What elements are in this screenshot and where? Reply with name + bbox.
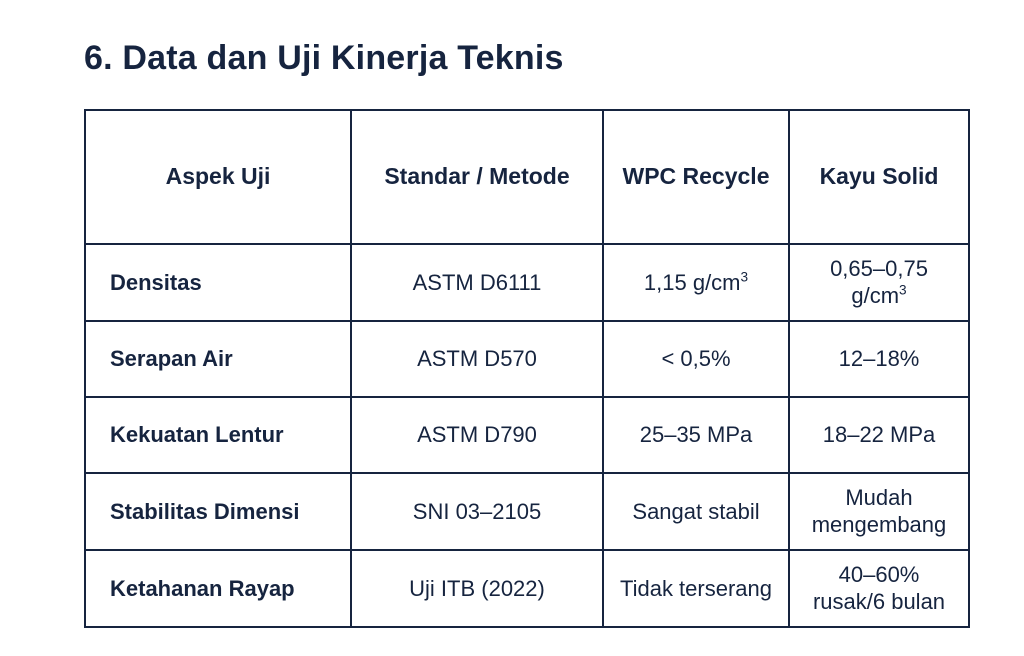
cell-wpc-text: Tidak terserang — [619, 575, 773, 601]
cell-wpc — [603, 321, 789, 397]
column-header-aspek-uji: Aspek Uji — [85, 110, 351, 244]
cell-wpc — [603, 550, 789, 627]
cell-kayu — [789, 397, 969, 473]
table-body — [85, 244, 969, 627]
column-header-standar-metode: Standar / Metode — [351, 110, 603, 244]
cell-aspek: Stabilitas Dimensi — [85, 473, 351, 550]
column-header-wpc-recycle: WPC Recycle — [603, 110, 789, 244]
cell-kayu-text: 18–22 MPa — [822, 422, 936, 448]
table-header — [85, 110, 969, 244]
cell-wpc — [603, 397, 789, 473]
cell-standar: ASTM D570 — [351, 321, 603, 397]
cell-aspek: Ketahanan Rayap — [85, 550, 351, 627]
cell-standar: SNI 03–2105 — [351, 473, 603, 550]
cell-wpc-superscript: 3 — [740, 269, 749, 285]
column-header-kayu-solid: Kayu Solid — [789, 110, 969, 244]
cell-wpc-text: Sangat stabil — [632, 498, 760, 524]
cell-kayu — [789, 321, 969, 397]
cell-kayu — [789, 550, 969, 627]
table-row — [85, 397, 969, 473]
table-row — [85, 321, 969, 397]
page-title: 6. Data dan Uji Kinerja Teknis — [84, 39, 564, 77]
technical-performance-table — [84, 109, 970, 628]
cell-wpc-text: 25–35 MPa — [639, 422, 753, 448]
cell-standar: Uji ITB (2022) — [351, 550, 603, 627]
cell-kayu-text: 40–60% rusak/6 bulan — [812, 561, 946, 615]
cell-wpc-text: 1,15 g/cm — [643, 269, 741, 295]
cell-aspek: Kekuatan Lentur — [85, 397, 351, 473]
table-row — [85, 244, 969, 321]
cell-standar: ASTM D790 — [351, 397, 603, 473]
cell-kayu-text: Mudah mengembang — [811, 484, 947, 538]
cell-standar: ASTM D6111 — [351, 244, 603, 321]
cell-kayu-text: 12–18% — [838, 346, 920, 372]
cell-kayu-text: 0,65–0,75 g/cm — [830, 255, 928, 309]
table-row — [85, 550, 969, 627]
cell-kayu — [789, 244, 969, 321]
cell-wpc — [603, 473, 789, 550]
cell-wpc — [603, 244, 789, 321]
cell-aspek: Serapan Air — [85, 321, 351, 397]
cell-aspek: Densitas — [85, 244, 351, 321]
cell-wpc-text: < 0,5% — [661, 346, 731, 372]
table-header-row — [85, 110, 969, 244]
cell-kayu — [789, 473, 969, 550]
table-row — [85, 473, 969, 550]
cell-kayu-superscript: 3 — [899, 282, 907, 298]
